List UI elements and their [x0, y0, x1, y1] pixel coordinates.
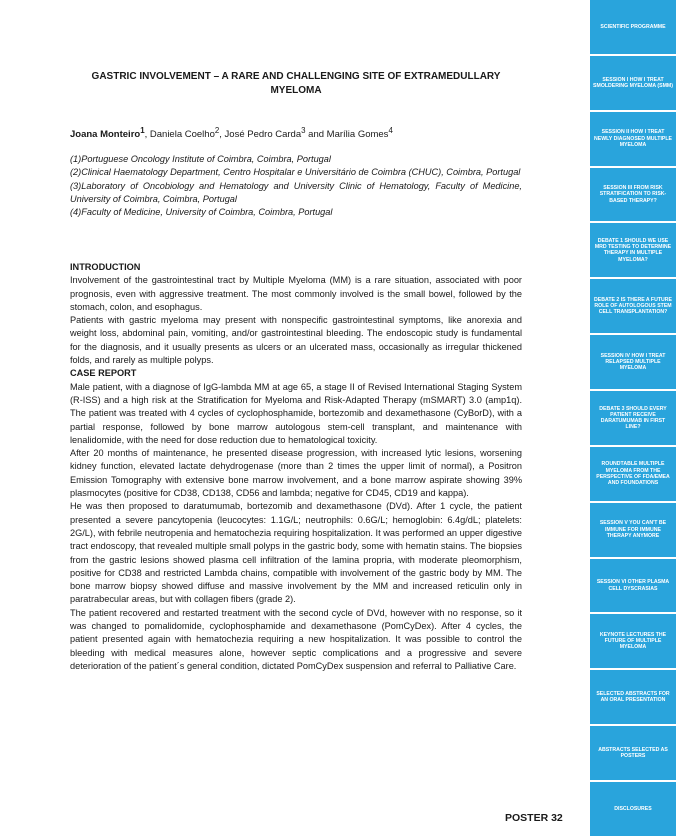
paragraph: After 20 months of maintenance, he presented disease progression, with increased lytic lesions, worsening kidney function, elevated lactate dehydrogenase (more than 2 times the upper limit of normal), a Positron Emission Tomography with extensive bone marrow involvement, and a bone marrow aspirate showing 39% plasmocytes (positive for CD38, CD138, CD56 and lambda; negative for CD45, CD19 and kappa). — [70, 448, 522, 499]
page-title: GASTRIC INVOLVEMENT – A RARE AND CHALLENGING SITE OF EXTRAMEDULLARY MYELOMA — [91, 71, 501, 96]
sidebar-item-disclosures[interactable]: DISCLOSURES — [590, 782, 676, 836]
affiliation: (1)Portuguese Oncology Institute of Coimbra, Coimbra, Portugal — [70, 154, 331, 164]
author-sup: 3 — [301, 126, 306, 135]
sidebar-item-debate-3[interactable]: DEBATE 3 SHOULD EVERY PATIENT RECEIVE DARATUMUMAB IN FIRST LINE? — [590, 391, 676, 445]
paragraph: Patients with gastric myeloma may present with nonspecific gastrointestinal symptoms, like anorexia and weight loss, abdominal pain, vomiting, and/or gastrointestinal bleeding. The endoscopic study is fundamental for the diagnosis, and it usually presents as ulcers or an ulcerated mass, occasionally as irregular thickened folds, and rarely as multiple polyps. — [70, 315, 522, 366]
sidebar-item-selected-abstracts[interactable]: SELECTED ABSTRACTS FOR AN ORAL PRESENTATION — [590, 670, 676, 724]
sidebar-item-session-1[interactable]: SESSION I HOW I TREAT SMOLDERING MYELOMA (SMM) — [590, 56, 676, 110]
paragraph: He was then proposed to daratumumab, bortezomib and dexamethasone (DVd). After 1 cycle, the patient presented a severe pancytopenia (leucocytes: 1.1G/L; neutrophils: 0.6G/L; hemoglobin: 6.4g/dL; platelets: 2G/L), with febrile neutropenia and hematochezia requiring hospitalization. It was performed an upper digestive tract endoscopy, that revealed multiple small polyps in the gastric body, some with hematin stains. The biopsies from the gastric lesions showed plasma cell infiltration of the lamina propria, with moderate pleomorphism, positive for CD38 and restricted Lambda chains, compatible with involvement of the gastric body by MM. The bone marrow biopsy showed diffuse and massive involvement by the MM and increased reticulin only in paratrabecular areas, but with collagen fibers (grade 2). — [70, 501, 522, 605]
sidebar-item-roundtable[interactable]: ROUNDTABLE MULTIPLE MYELOMA FROM THE PERSPECTIVE OF FDA/EMEA AND FOUNDATIONS — [590, 447, 676, 501]
paragraph: Involvement of the gastrointestinal tract by Multiple Myeloma (MM) is a rare situation, associated with poor prognosis, even with aggressive treatment. The most commonly involved is the small bowel, followed by the stomach, colon, and esophagus. — [70, 275, 522, 312]
author-list: Joana Monteiro$^1$, Daniela Coelho$^2$, José Pedro Carda$^3$ and Marília Gomes$^4$ — [70, 126, 393, 141]
author-sup: 4 — [388, 126, 393, 135]
sidebar-item-session-6[interactable]: SESSION VI OTHER PLASMA CELL DYSCRASIAS — [590, 559, 676, 613]
sidebar-item-scientific-programme[interactable]: SCIENTIFIC PROGRAMME — [590, 0, 676, 54]
affiliation: (2)Clinical Haematology Department, Centro Hospitalar e Universitário de Coimbra (CHUC), Coimbra, Portugal — [70, 167, 521, 178]
poster-number: POSTER 32 — [505, 812, 563, 824]
sidebar-item-posters[interactable]: ABSTRACTS SELECTED AS POSTERS — [590, 726, 676, 780]
section-heading-introduction: INTRODUCTION — [70, 262, 141, 272]
sidebar-item-session-3[interactable]: SESSION III FROM RISK STRATIFICATION TO RISK-BASED THERAPY? — [590, 168, 676, 222]
sidebar-item-keynote-lectures[interactable]: KEYNOTE LECTURES THE FUTURE OF MULTIPLE MYELOMA — [590, 614, 676, 668]
author-name: Daniela Coelho — [149, 129, 215, 141]
sidebar-item-debate-1[interactable]: DEBATE 1 SHOULD WE USE MRD TESTING TO DETERMINE THERAPY IN MULTIPLE MYELOMA? — [590, 223, 676, 277]
affiliation-list — [70, 153, 522, 219]
paragraph: The patient recovered and restarted treatment with the second cycle of DVd, however with no response, so it was changed to pomalidomide, cyclophosphamide and dexamethasone (PomCyDex). After 4 cycles, the patient presented again with hematochezia requiring a new hospitalization. It was possible to control the bleeding with medical measures alone, however septic complications and a progressive and severe deterioration of the patient´s general condition, dictated PomCyDex suspension and referral to Palliative Care. — [70, 607, 522, 671]
affiliation: (4)Faculty of Medicine, University of Coimbra, Coimbra, Portugal — [70, 207, 333, 218]
sidebar-item-session-4[interactable]: SESSION IV HOW I TREAT RELAPSED MULTIPLE MYELOMA — [590, 335, 676, 389]
author-sup: 1 — [140, 126, 145, 135]
sidebar-item-session-2[interactable]: SESSION II HOW I TREAT NEWLY DIAGNOSED MULTIPLE MYELOMA — [590, 112, 676, 166]
author-name: José Pedro Carda — [224, 129, 302, 141]
document-body — [70, 261, 522, 673]
sidebar-item-debate-2[interactable]: DEBATE 2 IS THERE A FUTURE ROLE OF AUTOLOGOUS STEM CELL TRANSPLANTATION? — [590, 279, 676, 333]
author-name: Joana Monteiro — [70, 129, 141, 141]
sidebar-nav — [590, 0, 676, 836]
affiliation: (3)Laboratory of Oncobiology and Hematology and University Clinic of Hematology, Faculty of Medicine, University of Coimbra, Coimbra, Portugal — [70, 180, 522, 204]
paragraph: Male patient, with a diagnose of IgG-lambda MM at age 65, a stage II of Revised International Staging System (R-ISS) and a high risk at the Stratification for Myeloma and Risk-Adapted Therapy (mSMART) 3.0 (amp1q). The patient was treated with 4 cycles of cyclophosphamide, bortezomib and dexamethasone (CyBorD), with a partial response, followed by bone marrow autologous stem-cell transplant, and maintenance with lenalidomide, with the need for dose reduction due to hematological toxicity. — [70, 381, 522, 445]
sidebar-item-session-5[interactable]: SESSION V YOU CAN'T BE IMMUNE FOR IMMUNE THERAPY ANYMORE — [590, 503, 676, 557]
author-sup: 2 — [214, 126, 220, 135]
section-heading-case-report: CASE REPORT — [70, 368, 137, 379]
author-name: Marília Gomes — [326, 129, 389, 141]
